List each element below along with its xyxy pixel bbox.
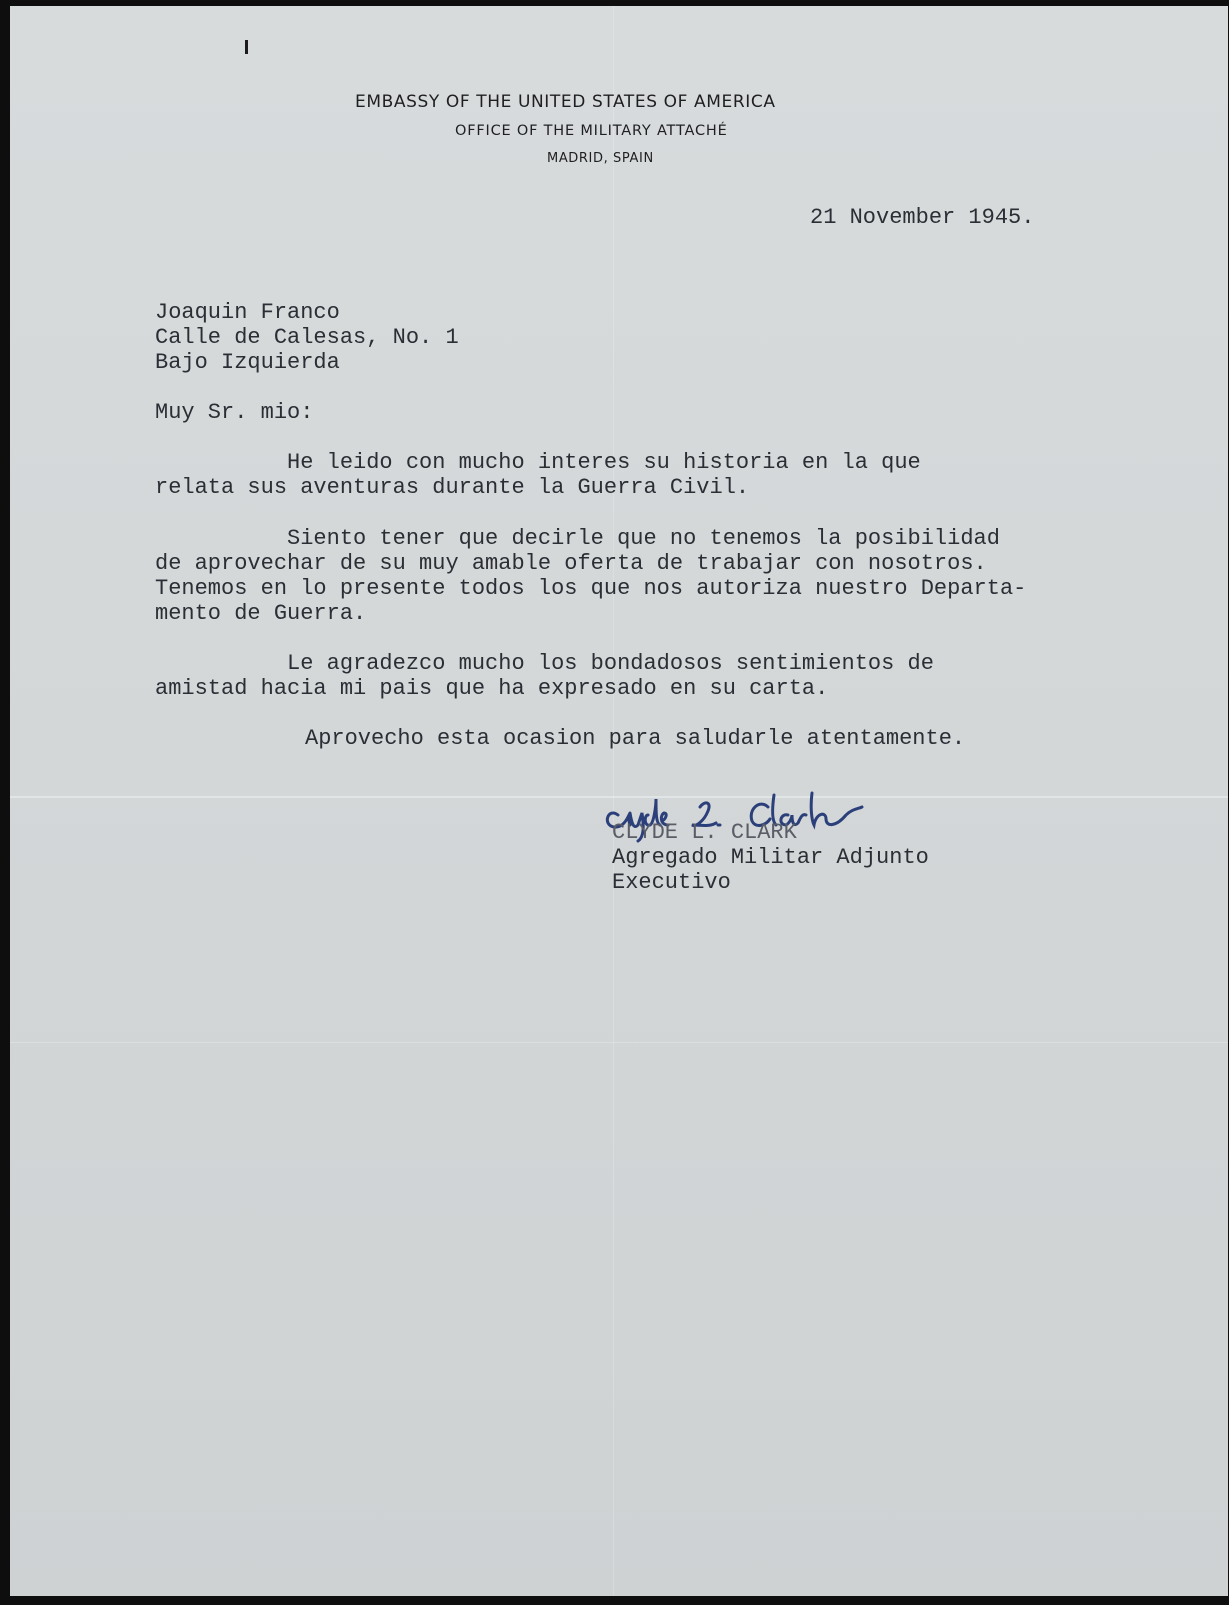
letterhead-embassy: EMBASSY OF THE UNITED STATES OF AMERICA	[355, 92, 776, 112]
paragraph-line: de aprovechar de su muy amable oferta de trabajar con nosotros.	[155, 551, 987, 576]
paragraph-2	[155, 526, 1026, 626]
signer-title: Agregado Militar Adjunto	[612, 845, 929, 870]
paragraph-line: Tenemos en lo presente todos los que nos autoriza nuestro Departa-	[155, 576, 1027, 601]
letterhead-office: OFFICE OF THE MILITARY ATTACHÉ	[455, 123, 728, 139]
recipient-address	[155, 300, 459, 375]
fold-crease	[10, 1042, 1228, 1043]
paragraph-line: mento de Guerra.	[155, 601, 367, 626]
paragraph-line: relata sus aventuras durante la Guerra Civil.	[155, 475, 750, 500]
paragraph-line: He leido con mucho interes su historia en la que	[155, 450, 921, 475]
paragraph-line: Siento tener que decirle que no tenemos la posibilidad	[155, 526, 1000, 551]
recipient-name: Joaquin Franco	[155, 300, 340, 325]
salutation: Muy Sr. mio:	[155, 400, 314, 425]
paragraph-1	[155, 450, 921, 500]
paragraph-3	[155, 651, 934, 701]
recipient-floor: Bajo Izquierda	[155, 350, 340, 375]
paragraph-line: Le agradezco mucho los bondadosos sentimientos de	[155, 651, 934, 676]
letter-date: 21 November 1945.	[810, 205, 1035, 230]
typed-name: CLYDE L. CLARK	[612, 820, 797, 845]
signer-title: Executivo	[612, 870, 731, 895]
closing-line: Aprovecho esta ocasion para saludarle atentamente.	[305, 726, 966, 751]
paragraph-line: amistad hacia mi pais que ha expresado en su carta.	[155, 676, 829, 701]
letterhead-location: MADRID, SPAIN	[547, 151, 654, 166]
recipient-street: Calle de Calesas, No. 1	[155, 325, 459, 350]
signature-block	[612, 820, 929, 895]
ink-mark	[245, 40, 248, 54]
